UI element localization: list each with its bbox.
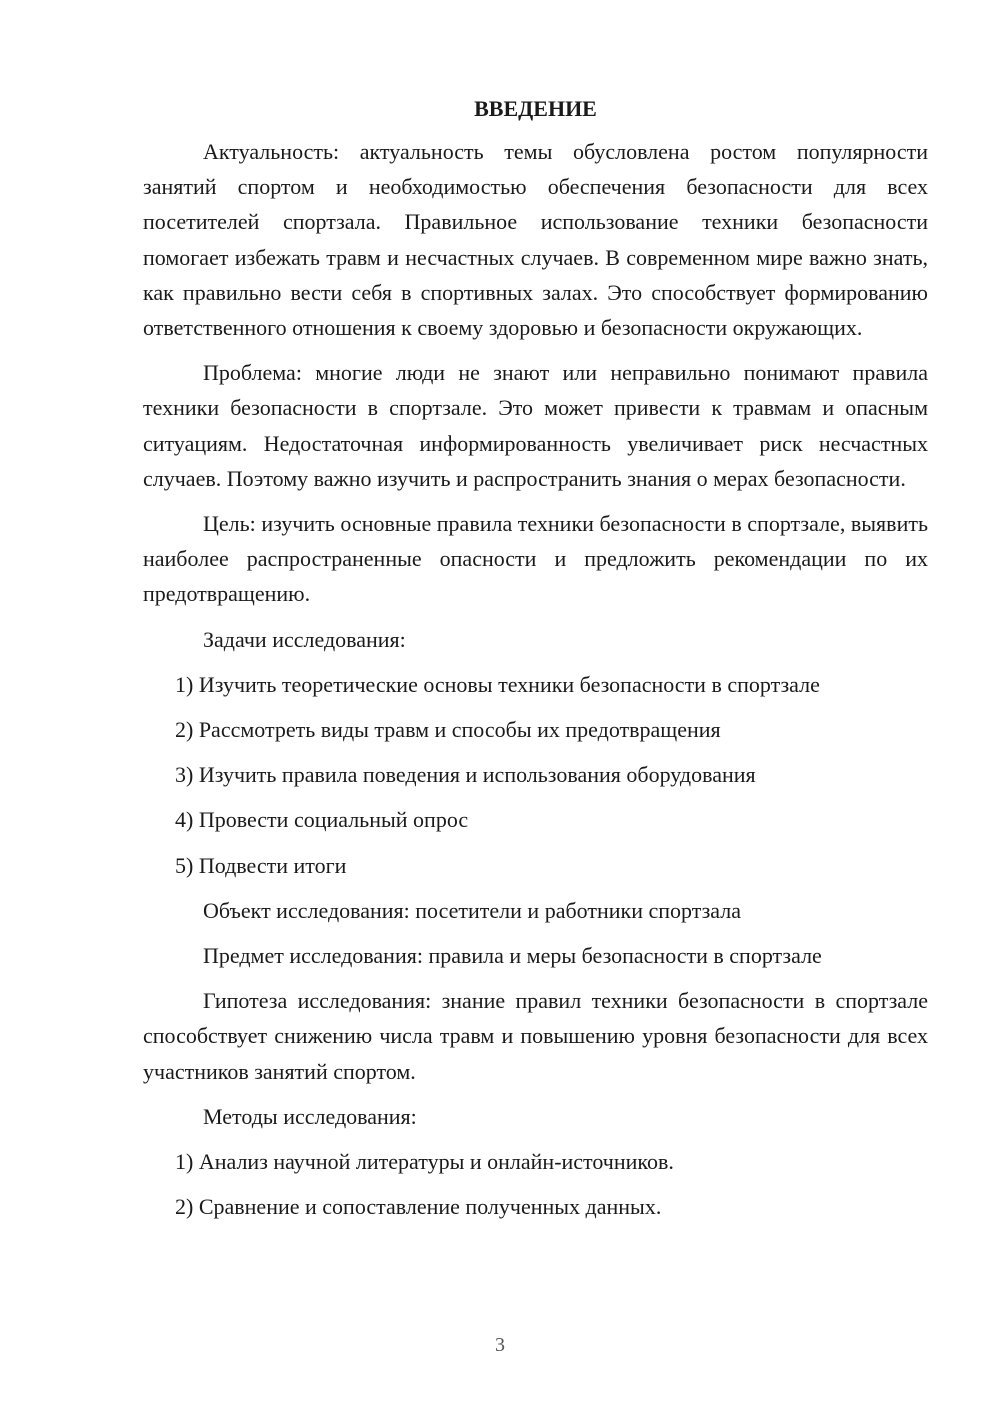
methods-heading: Методы исследования: [203, 1103, 417, 1129]
list-item: 5) Подвести итоги [175, 852, 347, 878]
tasks-heading: Задачи исследования: [203, 626, 406, 652]
list-item: 3) Изучить правила поведения и использования оборудования [175, 762, 756, 788]
problem-paragraph: Проблема: многие люди не знают или неправильно понимают правила техники безопасности в спортзале. Это может привести к травмам и опасным ситуациям. Недостаточная информированность увеличивает риск несчастных случаев. Поэтому важно изучить и распространить знания о мерах безопасности. [143, 360, 928, 491]
object-paragraph: Объект исследования: посетители и работники спортзала [203, 897, 742, 923]
list-item: 2) Сравнение и сопоставление полученных данных. [175, 1194, 662, 1220]
relevance-paragraph: Актуальность: актуальность темы обусловлена ростом популярности занятий спортом и необходимостью обеспечения безопасности для всех посетителей спортзала. Правильное использование техники безопасности помогает избежать травм и несчастных случаев. В современном мире важно знать, как правильно вести себя в спортивных залах. Это способствует формированию ответственного отношения к своему здоровью и безопасности окружающих. [143, 139, 928, 341]
page-number: 3 [495, 1334, 505, 1356]
tasks-list [143, 667, 928, 883]
hypothesis-paragraph: Гипотеза исследования: знание правил техники безопасности в спортзале способствует снижению числа травм и повышению уровня безопасности для всех участников занятий спортом. [143, 988, 928, 1084]
subject-paragraph: Предмет исследования: правила и меры безопасности в спортзале [203, 943, 822, 969]
list-item: 4) Провести социальный опрос [175, 807, 469, 833]
list-item: 2) Рассмотреть виды травм и способы их предотвращения [175, 717, 721, 743]
methods-list [143, 1144, 928, 1224]
page-title: ВВЕДЕНИЕ [474, 96, 597, 121]
goal-paragraph: Цель: изучить основные правила техники безопасности в спортзале, выявить наиболее распространенные опасности и предложить рекомендации по их предотвращению. [143, 511, 928, 607]
list-item: 1) Изучить теоретические основы техники безопасности в спортзале [175, 671, 820, 697]
document-page [143, 94, 928, 1234]
list-item: 1) Анализ научной литературы и онлайн-источников. [175, 1149, 674, 1175]
